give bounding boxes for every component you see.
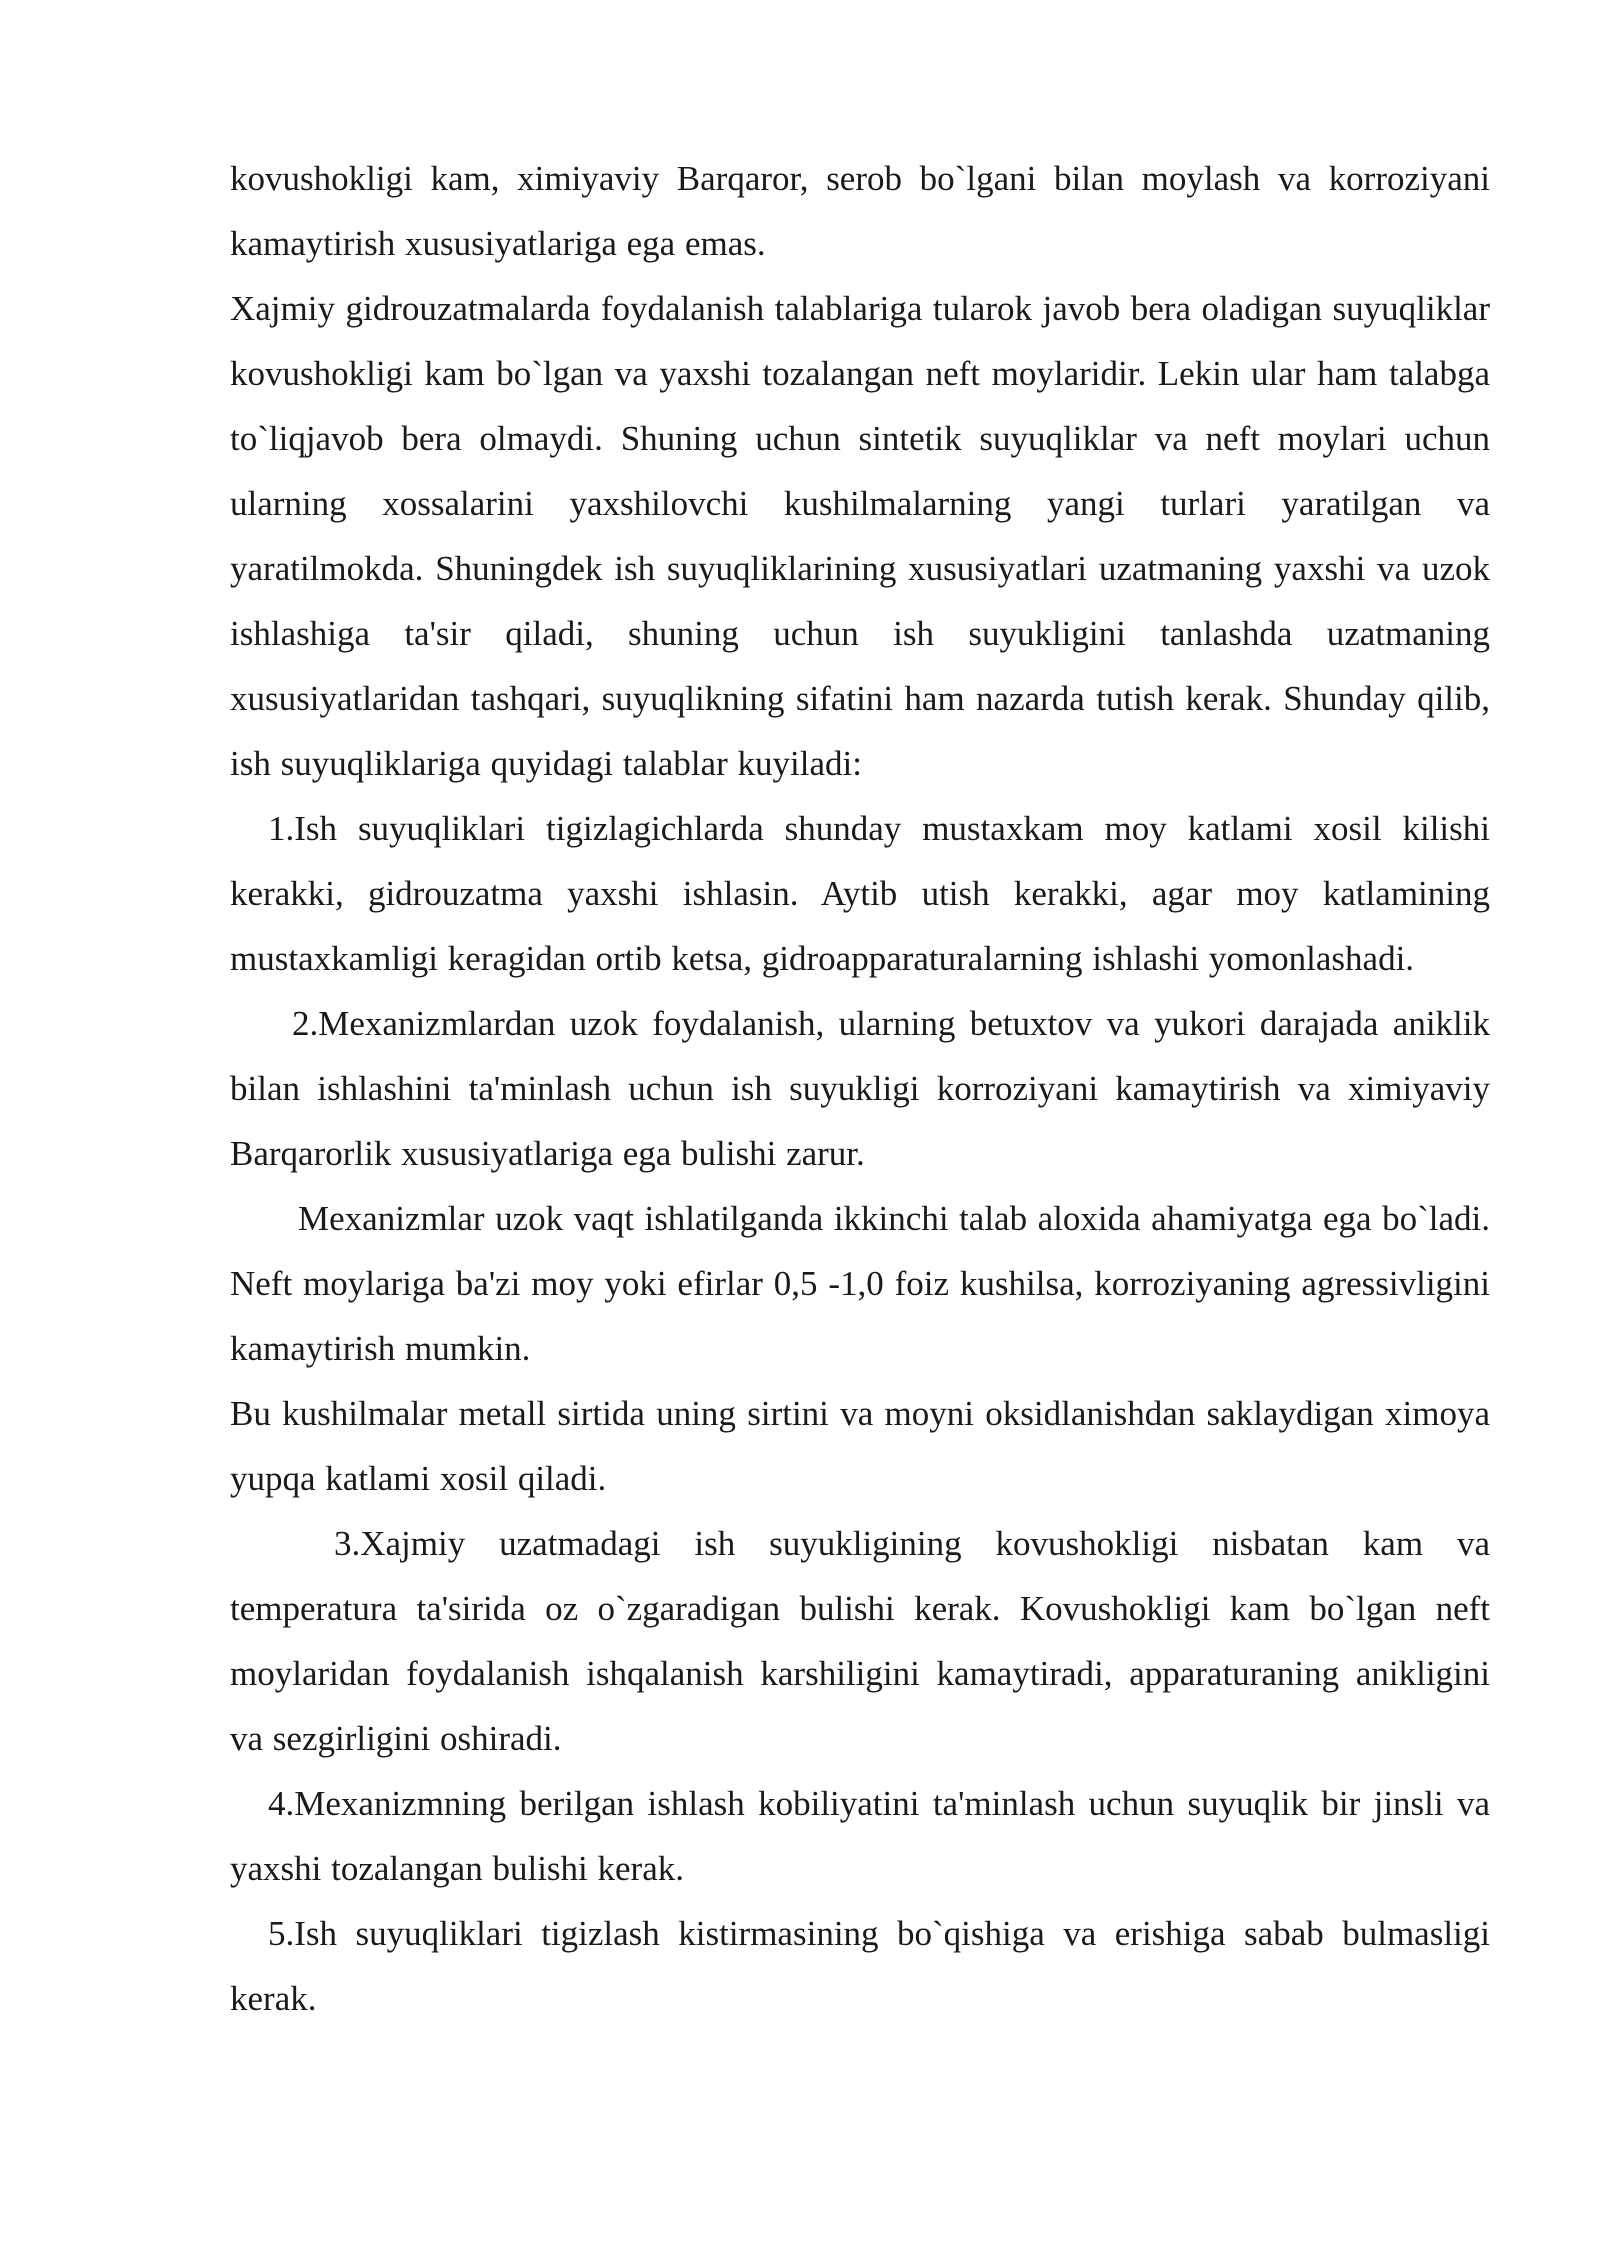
document-body <box>230 146 1490 2031</box>
paragraph-requirement-5: 5.Ish suyuqliklari tigizlash kistirmasining bo`qishiga va erishiga sabab bulmasligi kerak. <box>230 1914 1490 2018</box>
paragraph-requirement-4: 4.Mexanizmning berilgan ishlash kobiliyatini ta'minlash uchun suyuqlik bir jinsli va yaxshi tozalangan bulishi kerak. <box>230 1784 1490 1888</box>
paragraph-requirement-2: 2.Mexanizmlardan uzok foydalanish, ularning betuxtov va yukori darajada aniklik bilan ishlashini ta'minlash uchun ish suyukligi korroziyani kamaytirish va ximiyaviy Barqarorlik xususiyatlariga ega bulishi zarur. <box>230 1004 1490 1173</box>
paragraph-requirement-3: 3.Xajmiy uzatmadagi ish suyukligining kovushokligi nisbatan kam va temperatura ta'sirida oz o`zgaradigan bulishi kerak. Kovushokligi kam bo`lgan neft moylaridan foydalanish ishqalanish karshiligini kamaytiradi, apparaturaning anikligini va sezgirligini oshiradi. <box>230 1524 1490 1758</box>
paragraph-continuation: kovushokligi kam, ximiyaviy Barqaror, serob bo`lgani bilan moylash va korroziyani kamaytirish xususiyatlariga ega emas. <box>230 159 1490 263</box>
paragraph-second-requirement-note: Mexanizmlar uzok vaqt ishlatilganda ikkinchi talab aloxida ahamiyatga ega bo`ladi. Neft moylariga ba'zi moy yoki efirlar 0,5 -1,0 foiz kushilsa, korroziyaning agressivligini kamaytirish mumkin. <box>230 1199 1490 1368</box>
paragraph-requirement-1: 1.Ish suyuqliklari tigizlagichlarda shunday mustaxkam moy katlami xosil kilishi kerakki, gidrouzatma yaxshi ishlasin. Aytib utish kerakki, agar moy katlamining mustaxkamligi keragidan ortib ketsa, gidroapparaturalarning ishlashi yomonlashadi. <box>230 809 1490 978</box>
paragraph-additives-note: Bu kushilmalar metall sirtida uning sirtini va moyni oksidlanishdan saklaydigan ximoya yupqa katlami xosil qiladi. <box>230 1394 1490 1498</box>
paragraph-requirements-intro: Xajmiy gidrouzatmalarda foydalanish talablariga tularok javob bera oladigan suyuqliklar kovushokligi kam bo`lgan va yaxshi tozalangan neft moylaridir. Lekin ular ham talabga to`liqjavob bera olmaydi. Shuning uchun sintetik suyuqliklar va neft moylari uchun ularning xossalarini yaxshilovchi kushilmalarning yangi turlari yaratilgan va yaratilmokda. Shuningdek ish suyuqliklarining xususiyatlari uzatmaning yaxshi va uzok ishlashiga ta'sir qiladi, shuning uchun ish suyukligini tanlashda uzatmaning xususiyatlaridan tashqari, suyuqlikning sifatini ham nazarda tutish kerak. Shunday qilib, ish suyuqliklariga quyidagi talablar kuyiladi: <box>230 289 1490 783</box>
